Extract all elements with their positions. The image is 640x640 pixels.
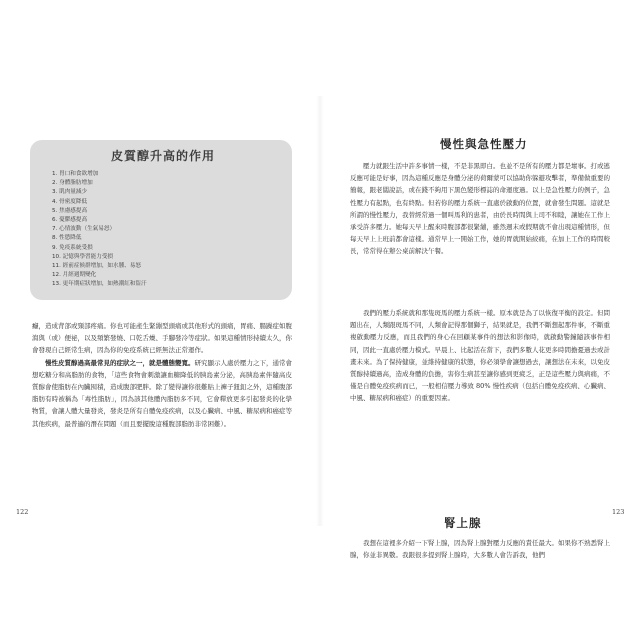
page-number-left: 122 [16,508,29,516]
paragraph-text: 癮，造成背部或頸部疼痛。你也可能產生緊繃型頭痛或其他形式的頭痛，胃痛、腸躁症如腹瀉與（或）便祕，以及頻繁發燒、口乾舌燥、手腳發冷等症狀。如果這種情形持續太久，你會發現自己經常生病，因為你的免疫系統已經無法正常運作。 [32,322,292,355]
list-item: 2. 身體脂肪增加 [52,180,93,187]
paragraph-text: 研究顯示人處於壓力之下，通常會想吃糖分和高脂肪的食物，「這些食物會刺激讓血糖降低的胰島素分泌，高胰島素伴隨高皮質醇會使脂肪在內臟囤積，造成腹部肥胖。除了變得讓你很難貼上褲子鈕釦之外，這種腹部脂肪有時被稱為「毒性脂肪」，因為該其他體內脂肪多不同，它會釋放更多引起發炎的化學物質，會讓人體大量發炎，發炎是所有自體免疫疾病，以及心臟病、中風、糖尿病和癌症等其他疾病，最普遍的潛在問題（而且要擺脫這種腹部脂肪非常困難）。 [32,358,292,428]
list-item: 7. 心情波動（生氣易怒） [52,226,116,233]
cortisol-effects-sidebar [30,140,292,300]
list-item: 1. 胃口和食欲增加 [52,171,99,177]
list-item: 12. 月經週期變化 [52,272,97,279]
list-item: 8. 性慾降低 [52,235,82,242]
section-heading-stress: 慢性與急性壓力 [440,137,528,151]
list-item: 11. 經前症候群增加，如水腫、易怒 [52,263,141,270]
paragraph-lead: 慢性皮質醇過高最常見的症狀之一，就是體態變寬。 [45,358,195,367]
paragraph: 壓力就跟生活中許多事情一樣，不是非黑即白。也並不是所有的壓力都是壞事。打或逃反應可能是好事，因為這種反應是身體分泌的荷爾蒙可以協助你躲避攻擊者，準備做重要的簡報，跟老闆說話，或在錢不夠用下黑色變形標誌的命運度過。以上是急性壓力的例子，急性壓力有起點，也有終點。但若你的壓力系統一直處於啟動的位置，就會發生問題。這就是所謂的慢性壓力，我替經常過一個叫馬利的患者，由於長時間與上司不和睦，讓她在工作上承受許多壓力。她每天早上醒來時腹部都很緊繃，雖然週末或假期就不會出現這種情形，但每天早上上班前都會這樣。通常早上一開始工作，她的胃就開始絞痛，在加上工作的時間較長，常常得在辦公桌前解決午餐。 [350,162,610,256]
list-item: 13. 更年期症狀增加，如熱潮紅和盜汗 [52,281,147,288]
list-item: 9. 免疫系統受損 [52,244,93,251]
paragraph: 我們的壓力系統就和那隻斑馬的壓力系統一樣。原本就是為了以恢復平衡的設定。但問題出在，人類跟斑馬不同，人類會記得那個獅子，結果就是，我們不斷想起那件事，不斷重複啟動壓力反應，而且我們的身心在回顧某事件的想法和影像時，就啟動警鐘隨該事件相同，因此一直處於壓力模式。早晨上、比起活在當下，我們多數人花更多時間擔憂過去或計畫未來。為了保持健康，並維持健康的狀態，你必須學會讓想過去，讓想法在未來，以免皮質醇持續過高，造成身體的負擔，害你生病甚至讓你感到更疲乏，正是這些壓力與病痛，不僅是自體免疫疾病而已，一般相信壓力導致 80% 慢性疾病（包括自體免疫疾病、心臟病、中風、糖尿病和癌症）的重要因素。 [350,309,610,403]
stress-paragraph-1 [350,160,610,258]
page-number-right: 123 [612,508,625,516]
list-item: 3. 肌肉量減少 [52,189,88,196]
left-body-text [32,320,292,430]
list-item: 5. 焦慮感提高 [52,207,88,214]
effects-list [44,170,282,290]
section-heading-adrenal: 腎上腺 [444,516,482,530]
list-item: 10. 記憶與學習能力受損 [52,253,114,260]
sidebar-title: 皮質醇升高的作用 [110,149,215,163]
list-item: 6. 憂鬱感提高 [52,217,88,224]
list-item: 4. 骨密度降低 [52,198,88,205]
paragraph [32,320,292,357]
stress-paragraph-2 [350,307,610,405]
paragraph [32,357,292,430]
paragraph: 我想在這裡多介紹一下腎上腺，因為腎上腺對壓力反應的責任最大。如果你不熟悉腎上腺，你並非異數。我跟很多提到腎上腺時，大多數人會告訴我，他們 [350,539,610,560]
adrenal-paragraph [350,537,610,561]
